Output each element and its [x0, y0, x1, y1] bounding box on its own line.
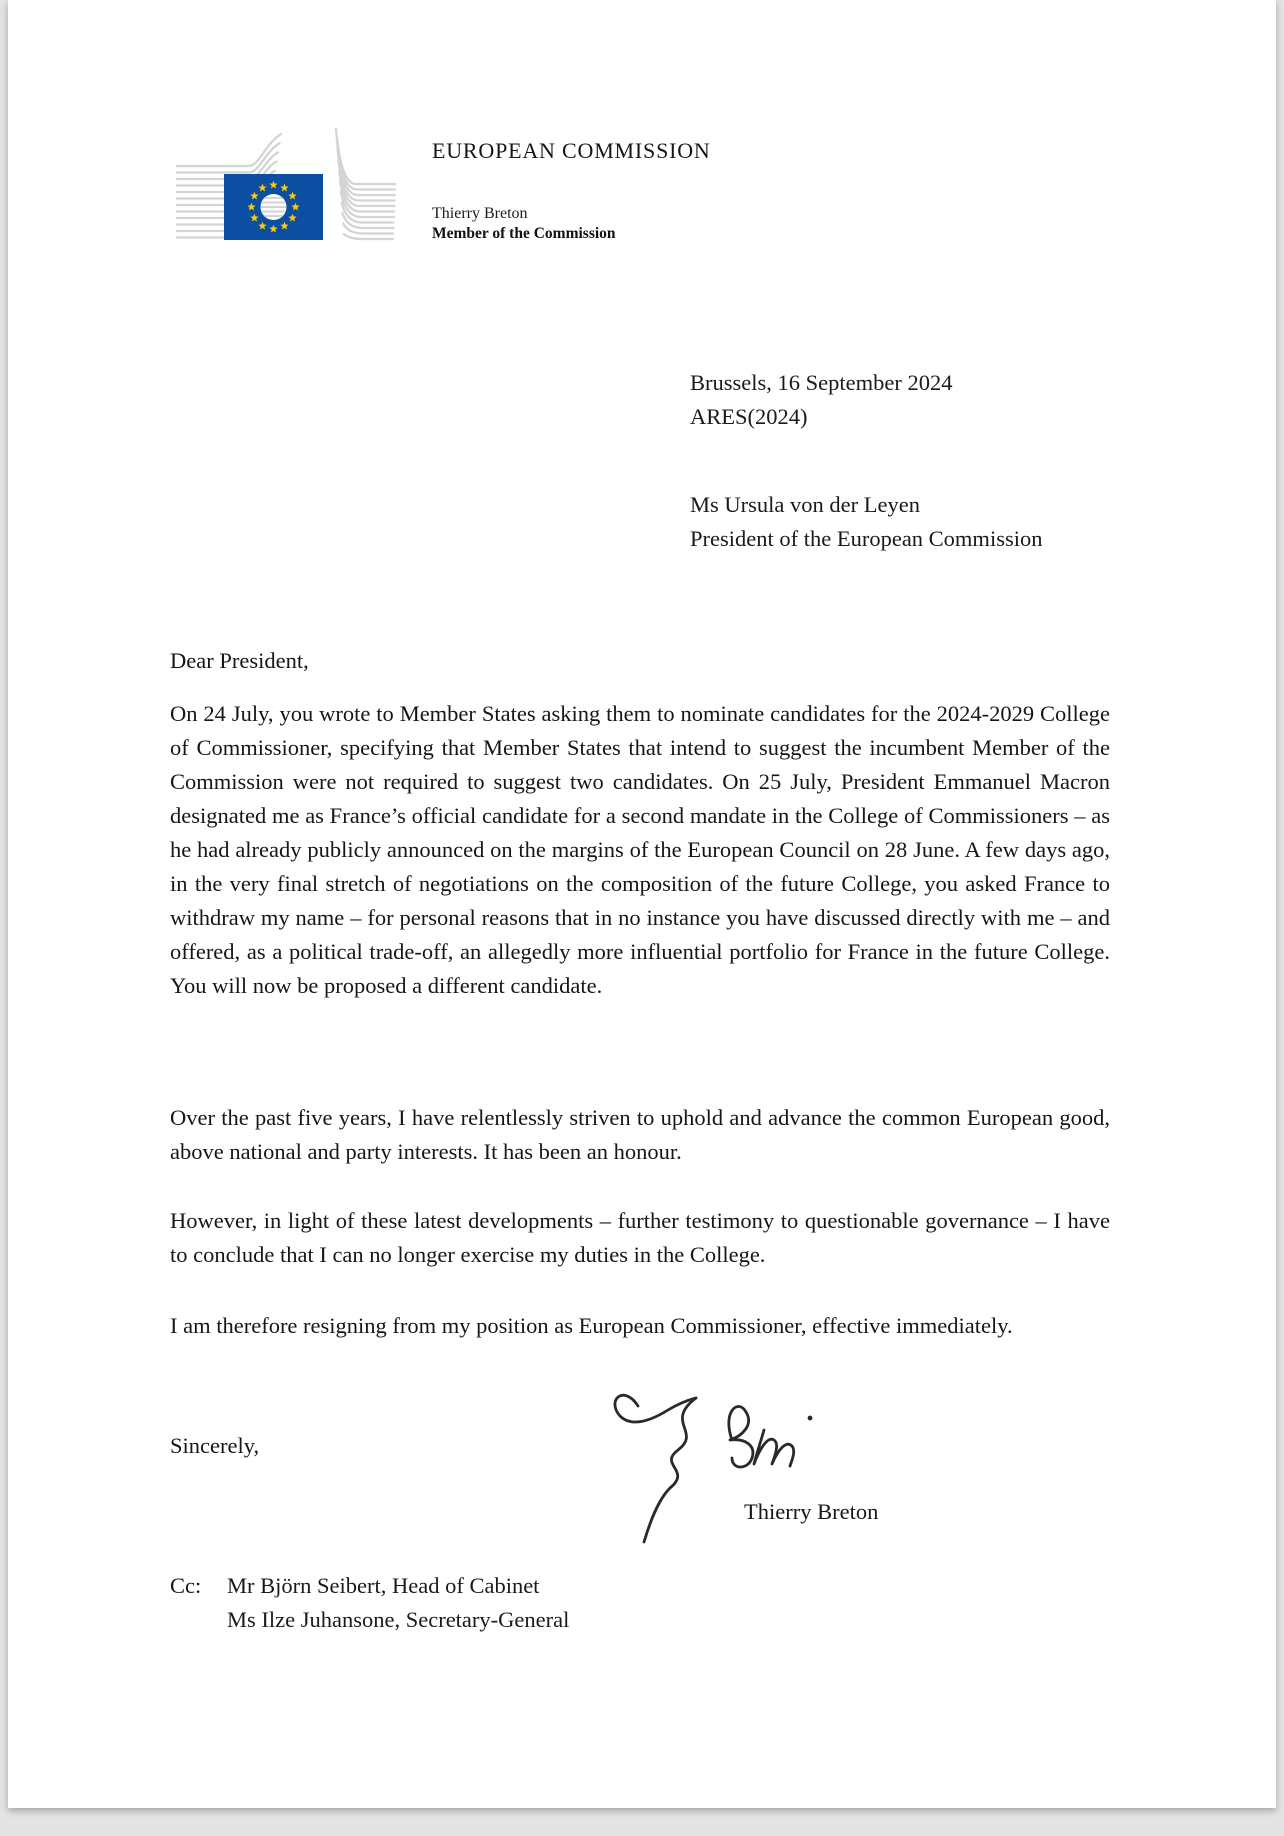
- paragraph-1: On 24 July, you wrote to Member States asking them to nominate candidates for the 2024-2029 College of Commissioner, specifying that Member States that intend to suggest the incumbent Member of the Commission were not required to suggest two candidates. On 25 July, President Emmanuel Macron designated me as France’s official candidate for a second mandate in the College of Commissioners – as he had already publicly announced on the margins of the European Council on 28 June. A few days ago, in the very final stretch of negotiations on the composition of the future College, you asked France to withdraw my name – for personal reasons that in no instance you have discussed directly with me – and offered, as a political trade-off, an allegedly more influential portfolio for France in the future College. You will now be proposed a different candidate.: [170, 701, 1110, 998]
- place-date: Brussels, 16 September 2024: [690, 370, 953, 395]
- closing: Sincerely,: [170, 1433, 260, 1458]
- sender-title: Member of the Commission: [432, 225, 616, 242]
- paragraph-3: However, in light of these latest developments – further testimony to questionable governance – I have to conclude that I can no longer exercise my duties in the College.: [170, 1208, 1110, 1267]
- cc-label: Cc:: [170, 1573, 202, 1598]
- cc-entries: [227, 1569, 569, 1637]
- logo-right-waves: [336, 129, 395, 239]
- signature-name: Thierry Breton: [744, 1499, 879, 1524]
- eu-flag: [224, 174, 323, 240]
- reference-number: ARES(2024): [690, 404, 808, 429]
- european-commission-logo: [169, 126, 404, 246]
- letter-page: [8, 0, 1276, 1808]
- organization-title: EUROPEAN COMMISSION: [432, 138, 711, 163]
- ec-logo-graphic: [169, 126, 404, 246]
- salutation: Dear President,: [170, 648, 309, 673]
- date-block: [690, 366, 952, 434]
- paragraph-2: Over the past five years, I have relentlessly striven to uphold and advance the common European good, above national and party interests. It has been an honour.: [170, 1105, 1110, 1164]
- sender-name: Thierry Breton: [432, 205, 528, 222]
- paragraph-4: I am therefore resigning from my position as European Commissioner, effective immediately.: [170, 1313, 1013, 1338]
- recipient-block: [690, 488, 1042, 556]
- recipient-title: President of the European Commission: [690, 526, 1043, 551]
- cc-entry: Mr Björn Seibert, Head of Cabinet: [227, 1573, 540, 1598]
- recipient-name: Ms Ursula von der Leyen: [690, 492, 920, 517]
- cc-entry: Ms Ilze Juhansone, Secretary-General: [227, 1607, 570, 1632]
- signature-scrawl: [604, 1378, 854, 1558]
